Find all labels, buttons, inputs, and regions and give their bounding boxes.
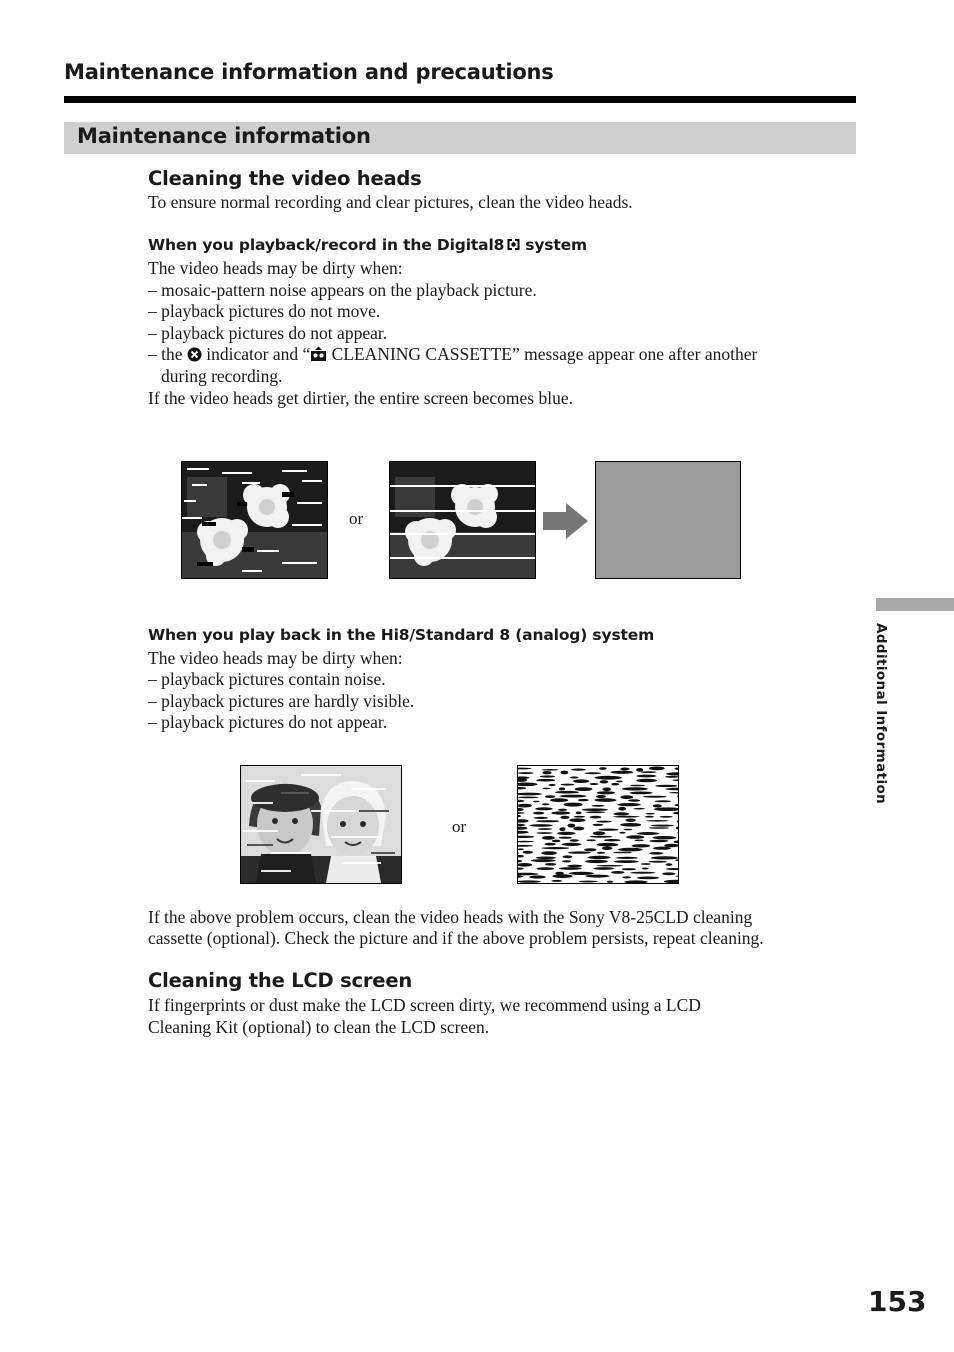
analog-system-heading: When you play back in the Hi8/Standard 8 (analog) system (148, 626, 655, 644)
problem-text-line: cassette (optional). Check the picture and if the above problem persists, repeat cleaning. (148, 928, 764, 948)
mosaic-noise-flowers-image (181, 461, 328, 579)
digital-item: – playback pictures do not move. (148, 301, 381, 321)
lcd-text-line: If fingerprints or dust make the LCD screen dirty, we recommend using a LCD (148, 995, 701, 1015)
digital-heading-text: When you playback/record in the Digital8 (148, 236, 505, 254)
lcd-text-line: Cleaning Kit (optional) to clean the LCD screen. (148, 1017, 490, 1037)
page-number: 153 (868, 1285, 927, 1318)
lcd-heading: Cleaning the LCD screen (148, 969, 413, 992)
x-circle-warning-icon (187, 347, 202, 362)
digital-warning-item (148, 343, 757, 365)
analog-item: – playback pictures do not appear. (148, 712, 388, 732)
digital-closing: If the video heads get dirtier, the entire screen becomes blue. (148, 388, 573, 408)
horizontal-lines-flowers-image (389, 461, 536, 579)
heavy-noise-screen-image (517, 765, 679, 884)
warning-item-continuation: during recording. (161, 366, 283, 386)
digital-item: – mosaic-pattern noise appears on the playback picture. (148, 280, 537, 300)
section-title: Maintenance information (77, 124, 371, 148)
chapter-title: Maintenance information and precautions (64, 60, 554, 84)
or-label: or (452, 817, 467, 836)
warning-item-part3: CLEANING CASSETTE” message appear one after another (331, 344, 758, 364)
digital8-logo-icon (506, 237, 521, 252)
analog-item: – playback pictures are hardly visible. (148, 691, 415, 711)
warning-item-part1: – the (148, 344, 183, 364)
noisy-children-photo-image (240, 765, 402, 884)
digital-system-heading (148, 236, 587, 254)
digital-lead: The video heads may be dirty when: (148, 258, 403, 278)
problem-text-line: If the above problem occurs, clean the video heads with the Sony V8-25CLD cleaning (148, 907, 753, 927)
sidebar-label: Additional Information (873, 623, 889, 805)
right-arrow-icon (543, 503, 588, 539)
analog-lead: The video heads may be dirty when: (148, 648, 403, 668)
cleaning-cassette-icon (310, 346, 327, 362)
video-heads-intro: To ensure normal recording and clear pictures, clean the video heads. (148, 192, 633, 212)
blue-screen-image (595, 461, 741, 579)
video-heads-heading: Cleaning the video heads (148, 167, 422, 190)
or-label: or (349, 509, 364, 528)
section-tab-marker (876, 598, 954, 611)
digital-item: – playback pictures do not appear. (148, 323, 388, 343)
warning-item-part2: indicator and “ (206, 344, 311, 364)
analog-item: – playback pictures contain noise. (148, 669, 386, 689)
blue-screen-fill (596, 462, 740, 578)
digital-heading-suffix: system (525, 236, 587, 254)
chapter-rule (64, 96, 856, 103)
